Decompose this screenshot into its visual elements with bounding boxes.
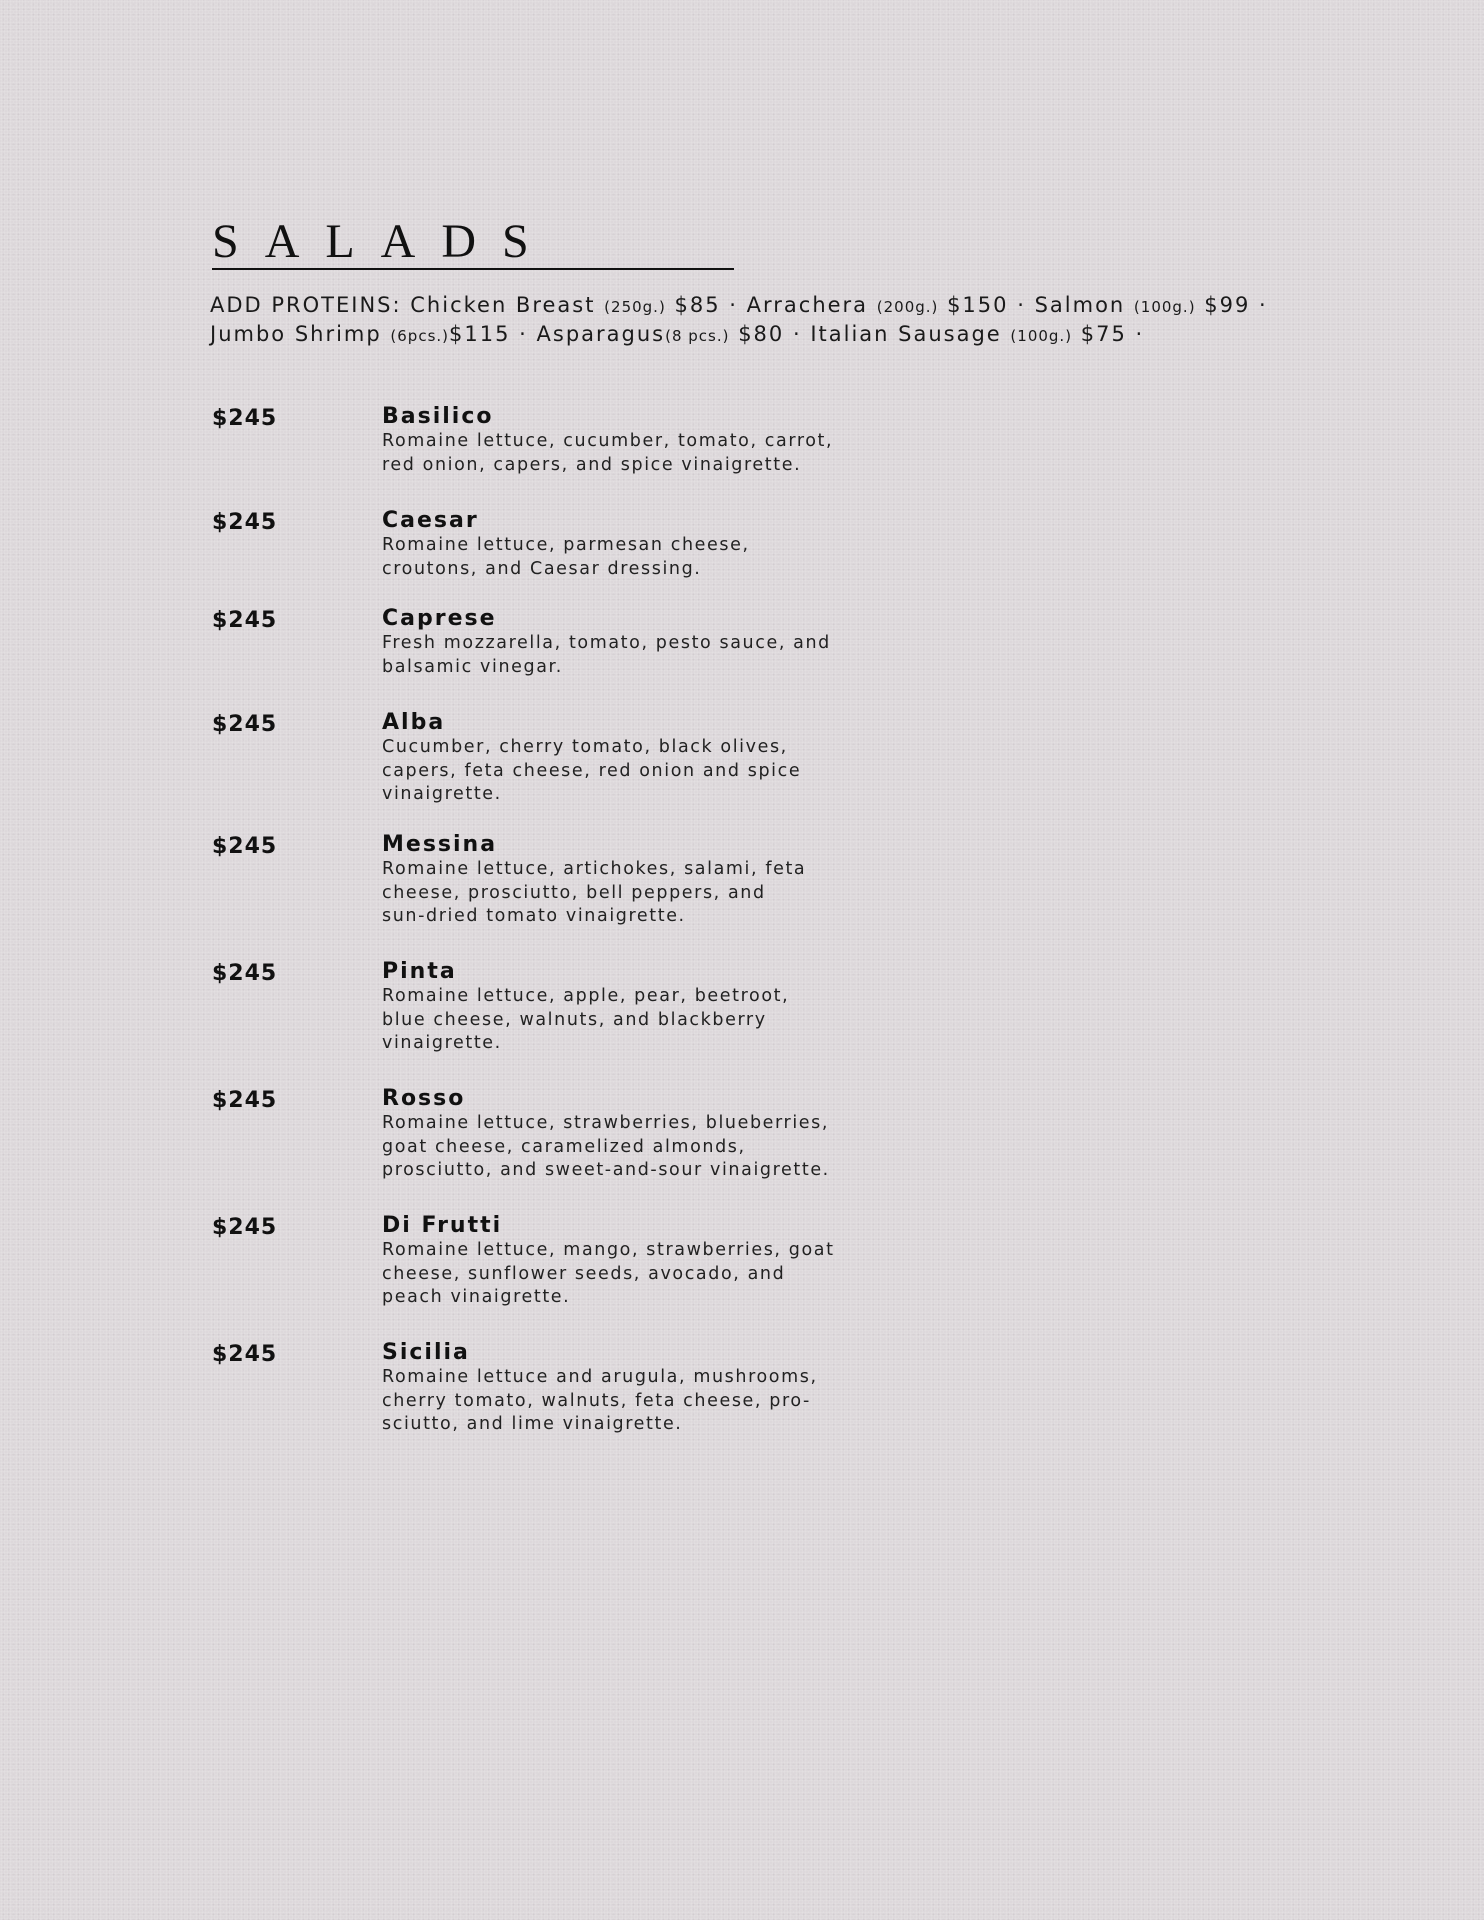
description-line: sciutto, and lime vinaigrette. [382, 1414, 683, 1434]
item-name: Messina [382, 832, 498, 857]
description-line: Cucumber, cherry tomato, black olives, [382, 737, 788, 757]
item-name: Pinta [382, 959, 457, 984]
item-body [382, 606, 902, 679]
item-body [382, 832, 902, 929]
item-body [382, 959, 902, 1056]
protein-qty: (6pcs.) [390, 327, 450, 345]
add-proteins-label: ADD PROTEINS: [210, 293, 402, 317]
protein-name: Asparagus [536, 322, 666, 346]
item-description [382, 1112, 902, 1183]
item-price: $245 [212, 608, 278, 633]
separator-dot: · [519, 322, 528, 346]
separator-dot: · [729, 293, 738, 317]
protein-price: $150 [947, 293, 1009, 317]
item-body [382, 1213, 902, 1310]
description-line: cherry tomato, walnuts, feta cheese, pro- [382, 1390, 811, 1411]
item-name: Caesar [382, 508, 479, 533]
protein-price: $115 [449, 322, 511, 346]
page-title: SALADS [212, 215, 555, 268]
protein-name: Arrachera [746, 293, 869, 317]
description-line: Fresh mozzarella, tomato, pesto sauce, and [382, 633, 831, 653]
protein-option [1035, 293, 1268, 317]
description-line: Romaine lettuce, strawberries, blueberries, [382, 1113, 830, 1133]
description-line: cheese, sunflower seeds, avocado, and [382, 1263, 786, 1284]
protein-name: Italian Sausage [810, 322, 1002, 346]
description-line: vinaigrette. [382, 1033, 502, 1053]
protein-option [810, 322, 1144, 346]
item-description [382, 858, 902, 929]
protein-price: $85 [674, 293, 721, 317]
protein-qty: (8 pcs.) [665, 327, 730, 345]
item-body [382, 710, 902, 807]
protein-price: $99 [1204, 293, 1251, 317]
item-body [382, 1340, 902, 1437]
description-line: cheese, prosciutto, bell peppers, and [382, 882, 766, 903]
protein-price: $75 [1080, 322, 1127, 346]
description-line: Romaine lettuce, apple, pear, beetroot, [382, 986, 790, 1006]
protein-name: Salmon [1034, 293, 1126, 317]
item-price: $245 [212, 834, 278, 859]
description-line: blue cheese, walnuts, and blackberry [382, 1009, 767, 1030]
item-name: Rosso [382, 1086, 466, 1111]
item-body [382, 404, 902, 477]
item-price: $245 [212, 1342, 278, 1367]
protein-name: Chicken Breast [410, 293, 596, 317]
description-line: capers, feta cheese, red onion and spice [382, 760, 802, 781]
description-line: goat cheese, caramelized almonds, [382, 1136, 746, 1157]
protein-option [747, 293, 1026, 317]
description-line: prosciutto, and sweet-and-sour vinaigrette. [382, 1160, 830, 1180]
item-name: Basilico [382, 404, 494, 429]
description-line: sun-dried tomato vinaigrette. [382, 906, 686, 926]
item-description [382, 1366, 902, 1437]
protein-name: Jumbo Shrimp [210, 322, 382, 346]
protein-qty: (100g.) [1133, 298, 1196, 316]
item-price: $245 [212, 406, 278, 431]
item-description [382, 1239, 902, 1310]
item-name: Alba [382, 710, 446, 735]
separator-dot: · [1259, 293, 1268, 317]
description-line: croutons, and Caesar dressing. [382, 558, 702, 579]
protein-qty: (250g.) [604, 298, 666, 316]
description-line: Romaine lettuce, parmesan cheese, [382, 535, 750, 555]
item-description [382, 534, 902, 581]
description-line: Romaine lettuce, cucumber, tomato, carrot, [382, 431, 834, 451]
item-price: $245 [212, 1088, 278, 1113]
item-price: $245 [212, 712, 278, 737]
item-price: $245 [212, 1215, 278, 1240]
protein-price: $80 [738, 322, 785, 346]
separator-dot: · [1135, 322, 1145, 346]
item-name: Caprese [382, 606, 497, 631]
protein-option [210, 322, 528, 346]
description-line: red onion, capers, and spice vinaigrette. [382, 454, 802, 475]
protein-qty: (100g.) [1010, 327, 1073, 345]
item-description [382, 430, 902, 477]
item-description [382, 632, 902, 679]
description-line: Romaine lettuce, mango, strawberries, goat [382, 1240, 835, 1260]
protein-option [410, 293, 738, 317]
separator-dot: · [1017, 293, 1026, 317]
item-description [382, 985, 902, 1056]
item-body [382, 1086, 902, 1183]
item-body [382, 508, 902, 581]
separator-dot: · [792, 322, 802, 346]
description-line: Romaine lettuce, artichokes, salami, feta [382, 859, 807, 879]
item-description [382, 736, 902, 807]
title-underline [212, 268, 734, 270]
add-proteins-line [210, 292, 1330, 350]
protein-qty: (200g.) [876, 298, 939, 316]
item-name: Di Frutti [382, 1213, 503, 1238]
item-price: $245 [212, 961, 278, 986]
description-line: balsamic vinegar. [382, 656, 563, 677]
description-line: Romaine lettuce and arugula, mushrooms, [382, 1367, 818, 1387]
description-line: vinaigrette. [382, 784, 502, 804]
description-line: peach vinaigrette. [382, 1287, 571, 1307]
item-price: $245 [212, 510, 278, 535]
protein-option [537, 322, 802, 346]
item-name: Sicilia [382, 1340, 470, 1365]
